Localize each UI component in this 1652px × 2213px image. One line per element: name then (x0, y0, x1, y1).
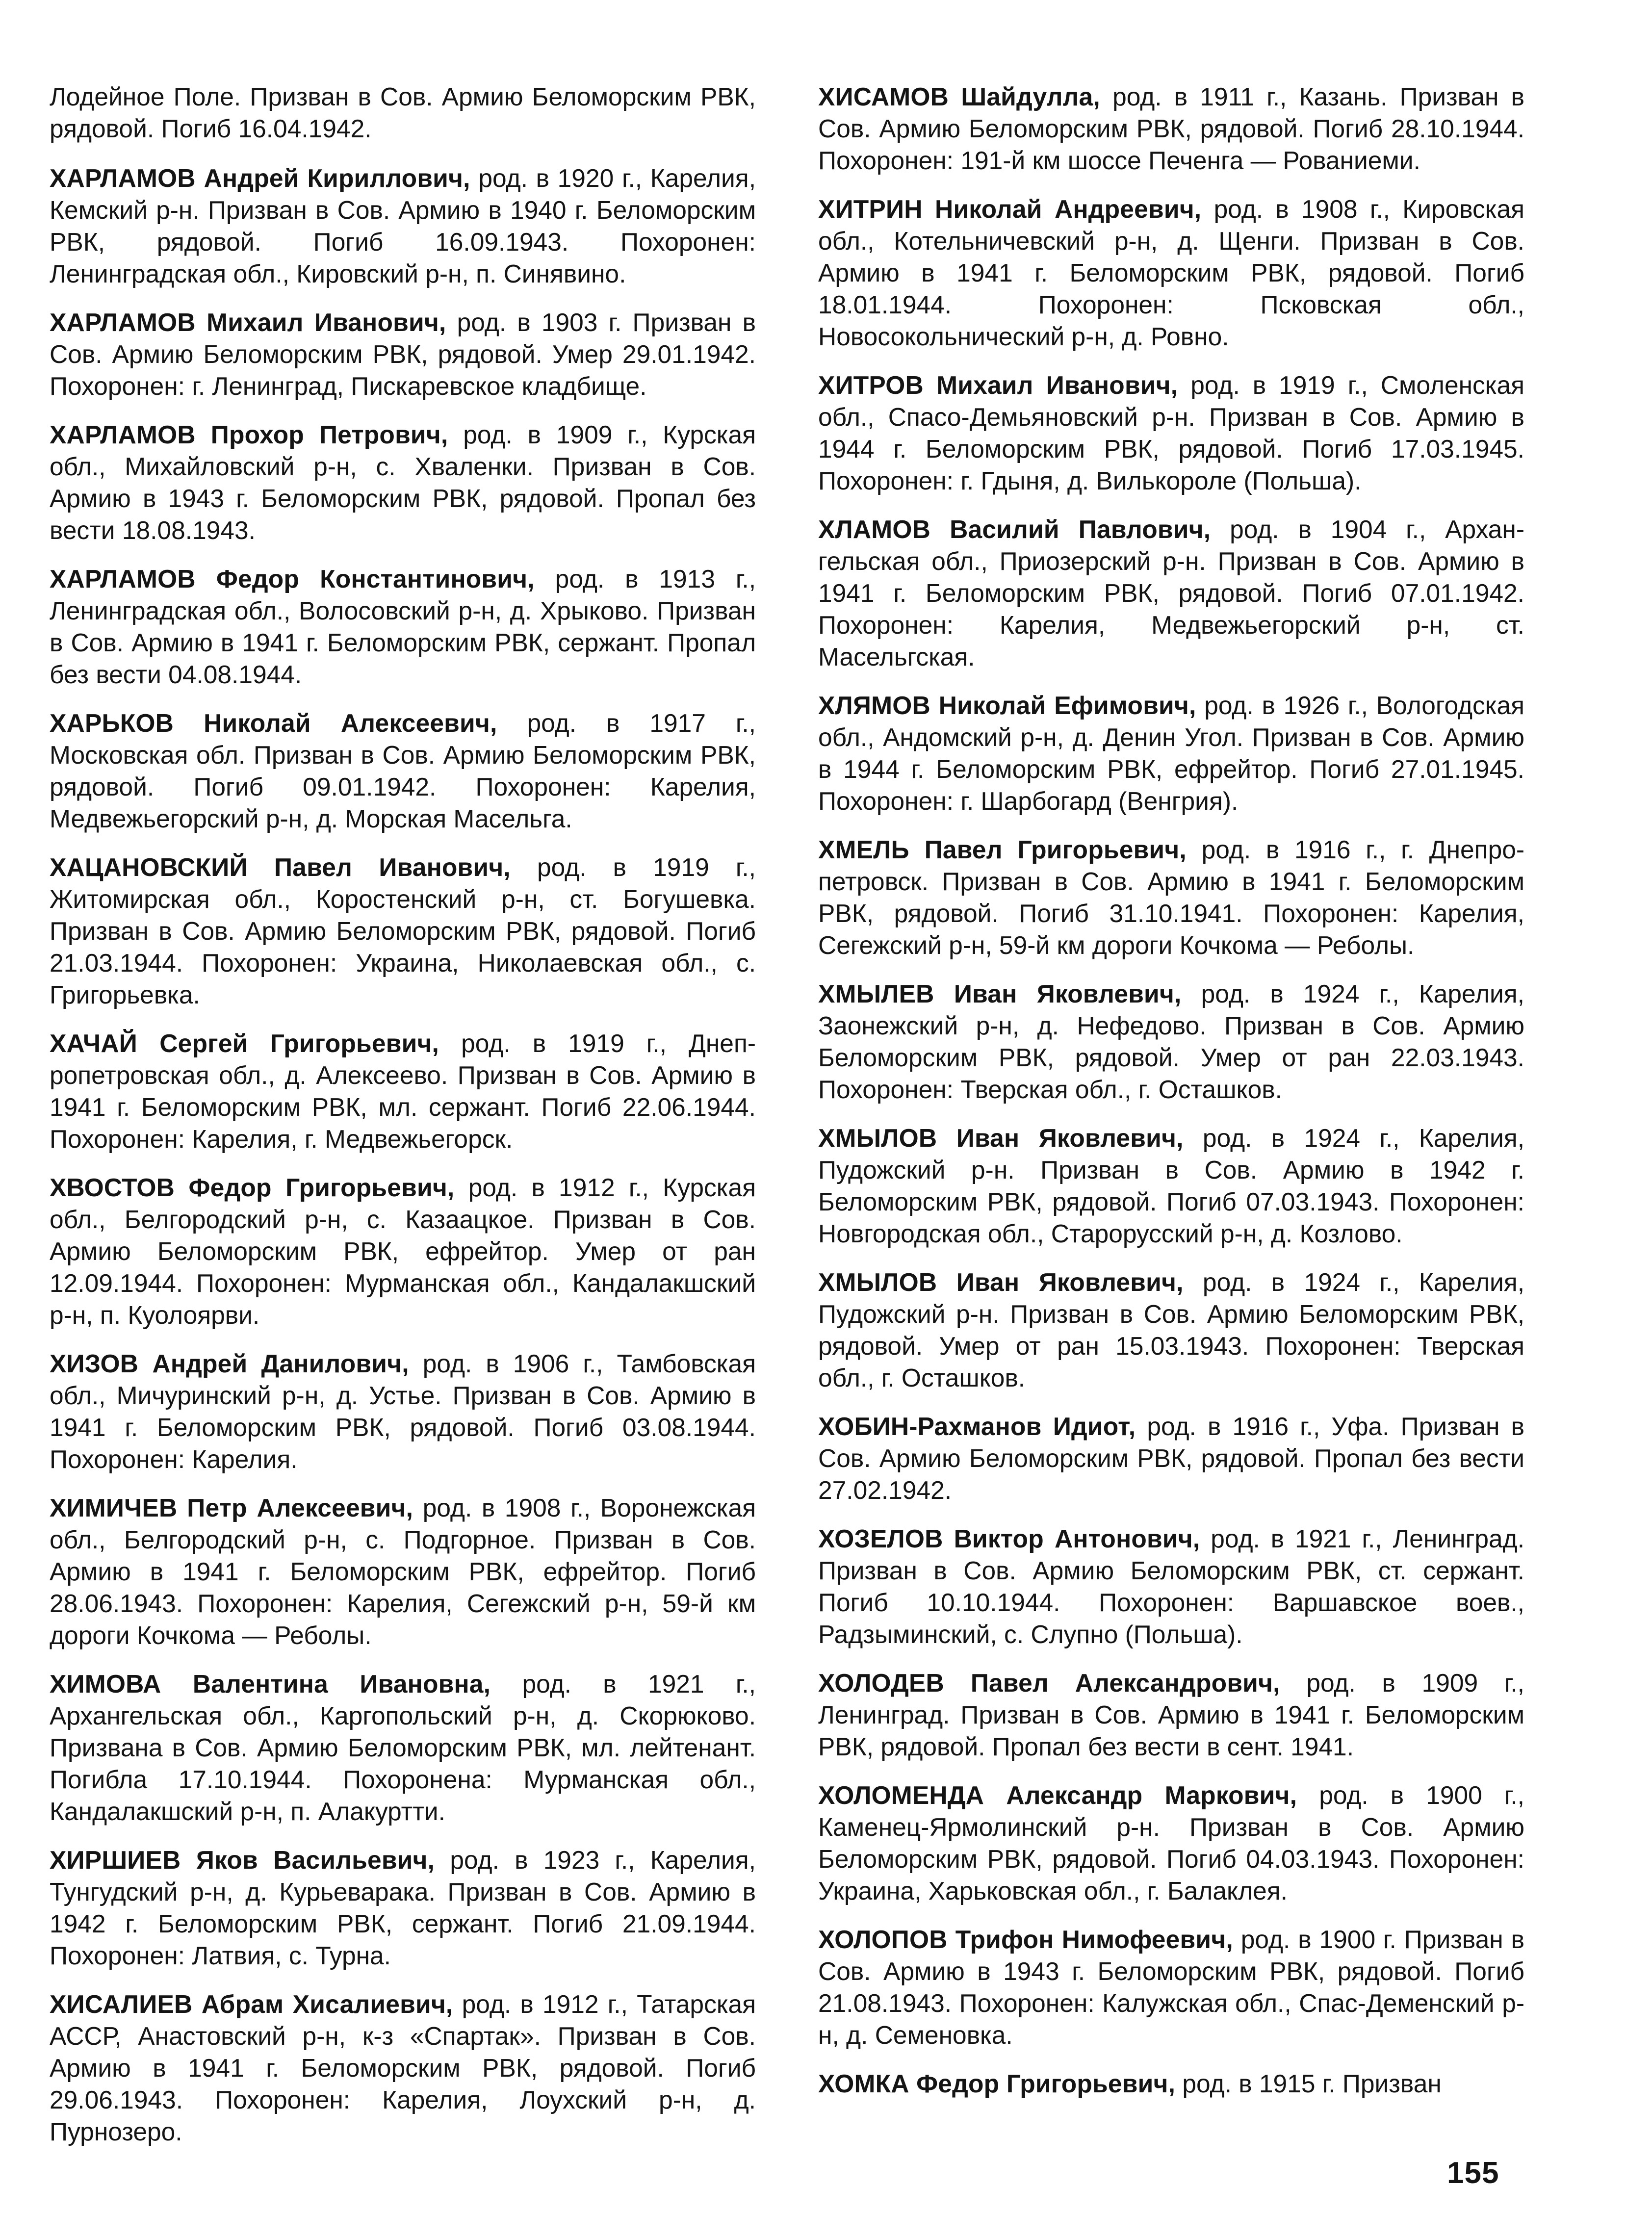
entry-text: Лодейное Поле. Призван в Сов. Армию Беломорским РВК, рядовой. Погиб 16.04.1942. (50, 82, 756, 143)
entry-name: ХОМКА Федор Григорьевич, (818, 2069, 1176, 2098)
entry-text: род. в 1916 г., г. Днепропетровск. Призван в Сов. Армию в 1941 г. Беломорским РВК, рядовой. Погиб 31.10.1941. Похоронен: Карелия, Сегежский р-н, 59-й км дороги Кочкома — Реболы. (818, 835, 1525, 959)
list-item (818, 369, 1524, 497)
entry-text: род. в 1900 г., Каменец-Ярмолинский р-н. Призван в Сов. Армию Беломорским РВК, рядовой. Погиб 04.03.1943. Похоронен: Украина, Харьковская обл., г. Балаклея. (818, 1781, 1524, 1905)
entry-name: ХИТРОВ Михаил Иванович, (818, 371, 1178, 399)
entry-text: род. в 1924 г., Карелия, Пудожский р-н. Призван в Сов. Армию в 1942 г. Беломорским РВК, рядовой. Погиб 07.03.1943. Похоронен: Новгородская обл., Старорусский р-н, д. Козлово. (818, 1124, 1524, 1248)
list-item (50, 162, 756, 290)
entry-text: род. в 1921 г., Архангельская обл., Каргопольский р-н, д. Скорюково. Призвана в Сов. Армию Беломорским РВК, мл. лейтенант. Погибла 17.10.1944. Похоронена: Мурманская обл., Кандалакшский р-н, п. Алакуртти. (50, 1670, 756, 1826)
entry-name: ХМЕЛЬ Павел Григорьевич, (818, 835, 1187, 864)
entry-text: род. в 1915 г. Призван (1175, 2069, 1442, 2098)
list-item (50, 1492, 756, 1651)
entry-text: род. в 1926 г., Вологодская обл., Андомский р-н, д. Денин Угол. Призван в Сов. Армию в 1944 г. Беломорским РВК, ефрейтор. Погиб 27.01.1945. Похоронен: г. Шарбогард (Венгрия). (818, 691, 1524, 815)
entry-text: род. в 1913 г., Ленинградская обл., Волосовский р-н, д. Хрыково. Призван в Сов. Армию в 1941 г. Беломорским РВК, сержант. Пропал без вести 04.08.1944. (50, 565, 756, 689)
list-item (818, 690, 1524, 817)
entry-name: ХАРЛАМОВ Прохор Петрович, (50, 420, 448, 449)
entry-text: род. в 1904 г., Архангельская обл., Приозерский р-н. Призван в Сов. Армию в 1941 г. Беломорским РВК, рядовой. Погиб 07.01.1942. Похоронен: Карелия, Медвежьегорский р-н, ст. Масельгская. (818, 515, 1524, 671)
list-item (818, 1667, 1524, 1763)
entry-name: ХАЦАНОВСКИЙ Павел Иванович, (50, 853, 511, 881)
list-item (818, 1924, 1524, 2051)
entry-name: ХАРЛАМОВ Андрей Кириллович, (50, 164, 470, 192)
entry-text: род. в 1906 г., Тамбовская обл., Мичуринский р-н, д. Устье. Призван в Сов. Армию в 1941 г. Беломорским РВК, рядовой. Погиб 03.08.1944. Похоронен: Карелия. (50, 1349, 756, 1473)
right-column (818, 81, 1524, 2116)
entry-text: род. в 1911 г., Казань. Призван в Сов. Армию Беломорским РВК, рядовой. Погиб 28.10.1944. Похоронен: 191-й км шоссе Печенга — Рованиеми. (818, 82, 1524, 175)
entry-name: ХЛЯМОВ Николай Ефимович, (818, 691, 1196, 720)
page-number: 155 (1447, 2156, 1499, 2190)
list-item (50, 1988, 756, 2148)
list-item (50, 563, 756, 691)
entry-text: род. в 1919 г., Житомирская обл., Коростенский р-н, ст. Богушевка. Призван в Сов. Армию Беломорским РВК, рядовой. Погиб 21.03.1944. Похоронен: Украина, Николаевская обл., с. Григорьевка. (50, 853, 756, 1009)
left-column (50, 81, 756, 2164)
entry-name: ХМЫЛЕВ Иван Яковлевич, (818, 979, 1182, 1008)
entry-text: род. в 1908 г., Воронежская обл., Белгородский р-н, с. Подгорное. Призван в Сов. Армию в 1941 г. Беломорским РВК, ефрейтор. Погиб 28.06.1943. Похоронен: Карелия, Сегежский р-н, 59-й км дороги Кочкома — Реболы. (50, 1493, 756, 1649)
entry-name: ХАРЛАМОВ Федор Константинович, (50, 565, 535, 593)
entry-text: род. в 1919 г., Смоленская обл., Спасо-Демьяновский р-н. Призван в Сов. Армию в 1944 г. Беломорским РВК, рядовой. Погиб 17.03.1945. Похоронен: г. Гдыня, д. Вилькороле (Польша). (818, 371, 1524, 495)
entry-text: род. в 1900 г. Призван в Сов. Армию в 1943 г. Беломорским РВК, рядовой. Погиб 21.08.1943. Похоронен: Калужская обл., Спас-Деменский р-н, д. Семеновка. (818, 1925, 1524, 2049)
list-item (50, 307, 756, 402)
list-item (818, 2068, 1524, 2100)
entry-name: ХВОСТОВ Федор Григорьевич, (50, 1173, 455, 1202)
entry-name: ХОЗЕЛОВ Виктор Антонович, (818, 1524, 1200, 1553)
list-item (50, 81, 756, 145)
entry-text: род. в 1921 г., Ленинград. Призван в Сов. Армию Беломорским РВК, ст. сержант. Погиб 10.10.1944. Похоронен: Варшавское воев., Радзыминский, с. Слупно (Польша). (818, 1524, 1524, 1648)
entry-name: ХАРЛАМОВ Михаил Иванович, (50, 308, 446, 336)
entry-text: род. в 1924 г., Карелия, Пудожский р-н. Призван в Сов. Армию Беломорским РВК, рядовой. Умер от ран 15.03.1943. Похоронен: Тверская обл., г. Осташков. (818, 1268, 1524, 1392)
entry-name: ХИМОВА Валентина Ивановна, (50, 1670, 491, 1698)
list-item (818, 978, 1524, 1106)
entry-name: ХОЛОДЕВ Павел Александрович, (818, 1669, 1280, 1697)
list-item (818, 193, 1524, 353)
list-item (50, 851, 756, 1011)
list-item (818, 834, 1524, 961)
entry-text: род. в 1920 г., Карелия, Кемский р-н. Призван в Сов. Армию в 1940 г. Беломорским РВК, рядовой. Погиб 16.09.1943. Похоронен: Ленинградская обл., Кировский р-н, п. Синявино. (50, 164, 756, 288)
entry-name: ХИРШИЕВ Яков Васильевич, (50, 1846, 435, 1874)
list-item (50, 1844, 756, 1972)
entry-name: ХМЫЛОВ Иван Яковлевич, (818, 1268, 1184, 1296)
list-item (818, 514, 1524, 673)
list-item (818, 1779, 1524, 1907)
entry-name: ХИМИЧЕВ Петр Алексеевич, (50, 1493, 413, 1522)
entry-name: ХИСАМОВ Шайдулла, (818, 82, 1100, 111)
list-item (818, 1411, 1524, 1506)
entry-text: род. в 1923 г., Карелия, Тунгудский р-н, д. Курьеварака. Призван в Сов. Армию в 1942 г. Беломорским РВК, сержант. Погиб 21.09.1944. Похоронен: Латвия, с. Турна. (50, 1846, 756, 1970)
entry-name: ХИЗОВ Андрей Данилович, (50, 1349, 409, 1378)
list-item (818, 1266, 1524, 1394)
list-item (50, 419, 756, 546)
list-item (818, 1523, 1524, 1650)
entry-text: род. в 1924 г., Карелия, Заонежский р-н, д. Нефедово. Призван в Сов. Армию Беломорским РВК, рядовой. Умер от ран 22.03.1943. Похоронен: Тверская обл., г. Осташков. (818, 979, 1524, 1104)
entry-name: ХОБИН-Рахманов Идиот, (818, 1412, 1136, 1441)
entry-name: ХОЛОПОВ Трифон Нимофеевич, (818, 1925, 1233, 1954)
list-item (818, 1122, 1524, 1250)
entry-name: ХИТРИН Николай Андреевич, (818, 195, 1202, 223)
entry-name: ХЛАМОВ Василий Павлович, (818, 515, 1211, 543)
entry-name: ХОЛОМЕНДА Александр Маркович, (818, 1781, 1297, 1809)
list-item (50, 707, 756, 835)
list-item (50, 1348, 756, 1475)
entry-text: род. в 1919 г., Днепропетровская обл., д. Алексеево. Призван в Сов. Армию в 1941 г. Беломорским РВК, мл. сержант. Погиб 22.06.1944. Похоронен: Карелия, г. Медвежьегорск. (50, 1029, 756, 1153)
entry-name: ХАЧАЙ Сергей Григорьевич, (50, 1029, 439, 1057)
entry-name: ХМЫЛОВ Иван Яковлевич, (818, 1124, 1184, 1152)
entry-name: ХИСАЛИЕВ Абрам Хисалиевич, (50, 1990, 453, 2018)
entry-text: род. в 1909 г., Ленинград. Призван в Сов. Армию в 1941 г. Беломорским РВК, рядовой. Пропал без вести в сент. 1941. (818, 1669, 1524, 1761)
list-item (50, 1172, 756, 1331)
list-item (50, 1668, 756, 1827)
entry-text: род. в 1917 г., Московская обл. Призван в Сов. Армию Беломорским РВК, рядовой. Погиб 09.01.1942. Похоронен: Карелия, Медвежьегорский р-н, д. Морская Масельга. (50, 709, 756, 833)
entry-text: род. в 1909 г., Курская обл., Михайловский р-н, с. Хваленки. Призван в Сов. Армию в 1943 г. Беломорским РВК, рядовой. Пропал без вести 18.08.1943. (50, 420, 756, 544)
entry-text: род. в 1912 г., Татарская АССР, Анастовский р-н, к-з «Спартак». Призван в Сов. Армию в 1941 г. Беломорским РВК, рядовой. Погиб 29.06.1943. Похоронен: Карелия, Лоухский р-н, д. Пурнозеро. (50, 1990, 756, 2146)
list-item (818, 81, 1524, 177)
entry-text: род. в 1916 г., Уфа. Призван в Сов. Армию Беломорским РВК, рядовой. Пропал без вести 27.02.1942. (818, 1412, 1524, 1504)
entry-text: род. в 1903 г. Призван в Сов. Армию Беломорским РВК, рядовой. Умер 29.01.1942. Похоронен: г. Ленинград, Пискаревское кладбище. (50, 308, 756, 400)
entry-text: род. в 1912 г., Курская обл., Белгородский р-н, с. Казаацкое. Призван в Сов. Армию Беломорским РВК, ефрейтор. Умер от ран 12.09.1944. Похоронен: Мурманская обл., Кандалакшский р-н, п. Куолоярви. (50, 1173, 756, 1329)
entry-name: ХАРЬКОВ Николай Алексеевич, (50, 709, 497, 737)
entry-text: род. в 1908 г., Кировская обл., Котельничевский р-н, д. Щенги. Призван в Сов. Армию в 1941 г. Беломорским РВК, рядовой. Погиб 18.01.1944. Похоронен: Псковская обл., Новосокольнический р-н, д. Ровно. (818, 195, 1524, 351)
list-item (50, 1028, 756, 1155)
